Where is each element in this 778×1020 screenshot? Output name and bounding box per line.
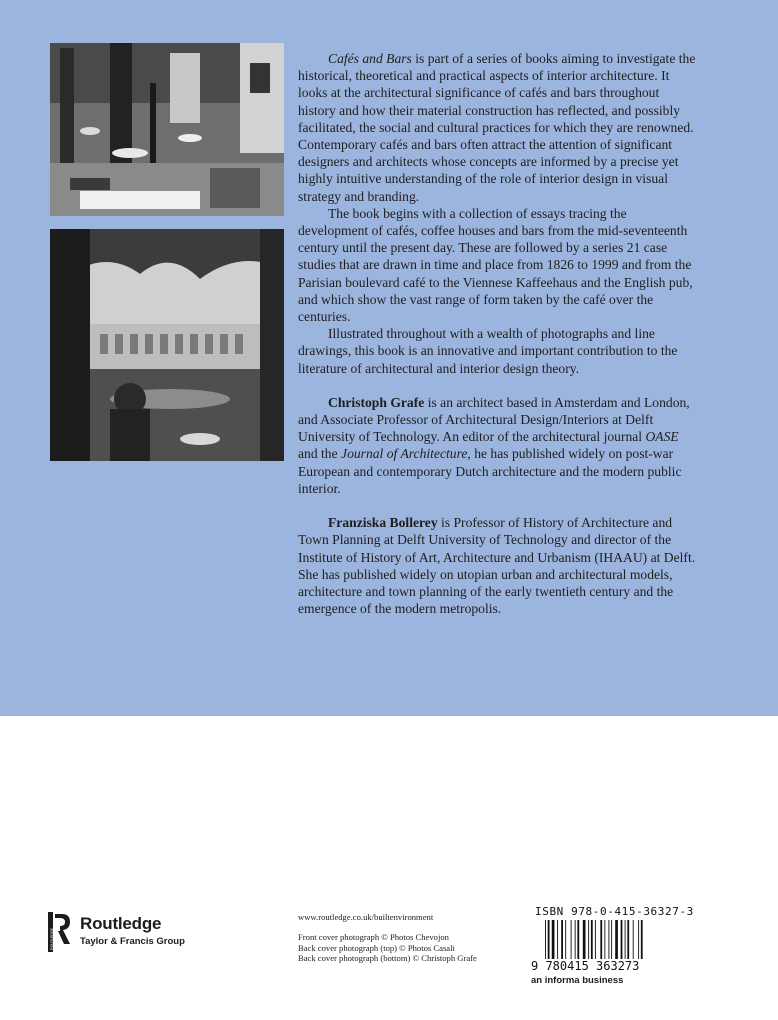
blurb-paragraph-3: Illustrated throughout with a wealth of photographs and line drawings, this book is an innovative and important contribution to the literature of architectural and interior design theory. — [298, 326, 678, 376]
credit-back-top: Back cover photograph (top) © Photos Casali — [298, 942, 455, 953]
photo-credits — [298, 912, 518, 964]
blurb-paragraph-2: The book begins with a collection of essays tracing the development of cafés, coffee houses and bars from the mid-seventeenth century until the present day. These are followed by a series 21 case studies that are drawn in time and place from 1826 to 1999 and from the Parisian boulevard café to the Viennese Kaffeehaus and the English pub, and which show the vast range of form taken by the café over the centuries. — [298, 205, 693, 325]
author-name: Christoph Grafe — [328, 394, 425, 410]
credit-back-bottom: Back cover photograph (bottom) © Christoph Grafe — [298, 953, 477, 964]
piazza-view-photo — [50, 229, 284, 461]
isbn-barcode — [531, 905, 694, 986]
credit-front: Front cover photograph © Photos Chevojon — [298, 932, 449, 943]
svg-text:ROUTLEDGE: ROUTLEDGE — [50, 928, 54, 950]
publisher-name: Routledge — [80, 914, 162, 933]
informa-tagline: an informa business — [531, 975, 624, 986]
blurb-text-column — [298, 50, 700, 617]
barcode-icon — [531, 920, 676, 972]
author-bio-bollerey: Franziska Bollerey is Professor of History of Architecture and Town Planning at Delft University of Technology and director of the Institute of History of Art, Architecture and Urbanism (IHAAU) at Delft. She has published widely on utopian urban and architectural models, architecture and town planning of the early twentieth century and the emergence of the modern metropolis. — [298, 515, 696, 617]
publisher-url[interactable]: www.routledge.co.uk/builtenvironment — [298, 912, 434, 922]
isbn-number: ISBN 978-0-415-36327-3 — [535, 905, 694, 918]
cafe-interior-photo — [50, 43, 284, 216]
routledge-r-logo-icon — [48, 912, 72, 952]
blurb-paragraph-1: Cafés and Bars is part of a series of books aiming to investigate the historical, theoretical and practical aspects of interior architecture. It looks at the architectural significance of cafés and bars throughout history and how their material construction has reflected, and possibly facilitated, the social and cultural practices for which they are renowned. Contemporary cafés and bars often attract the attention of significant designers and architects whose concepts are informed by a precise yet highly intuitive understanding of the role of interior design in visual strategy and branding. — [298, 51, 696, 204]
author-bio-grafe: Christoph Grafe is an architect based in Amsterdam and London, and Associate Professor of Architectural Design/Interiors at Delft University of Technology. An editor of the architectural journal OASE and the Journal of Architecture, he has published widely on post-war European and contemporary Dutch architecture and the modern public interior. — [298, 394, 690, 496]
barcode-digits: 9 780415 363273 — [531, 959, 640, 972]
author-name: Franziska Bollerey — [328, 515, 438, 531]
publisher-logo — [48, 912, 208, 952]
publisher-group: Taylor & Francis Group — [80, 936, 185, 947]
